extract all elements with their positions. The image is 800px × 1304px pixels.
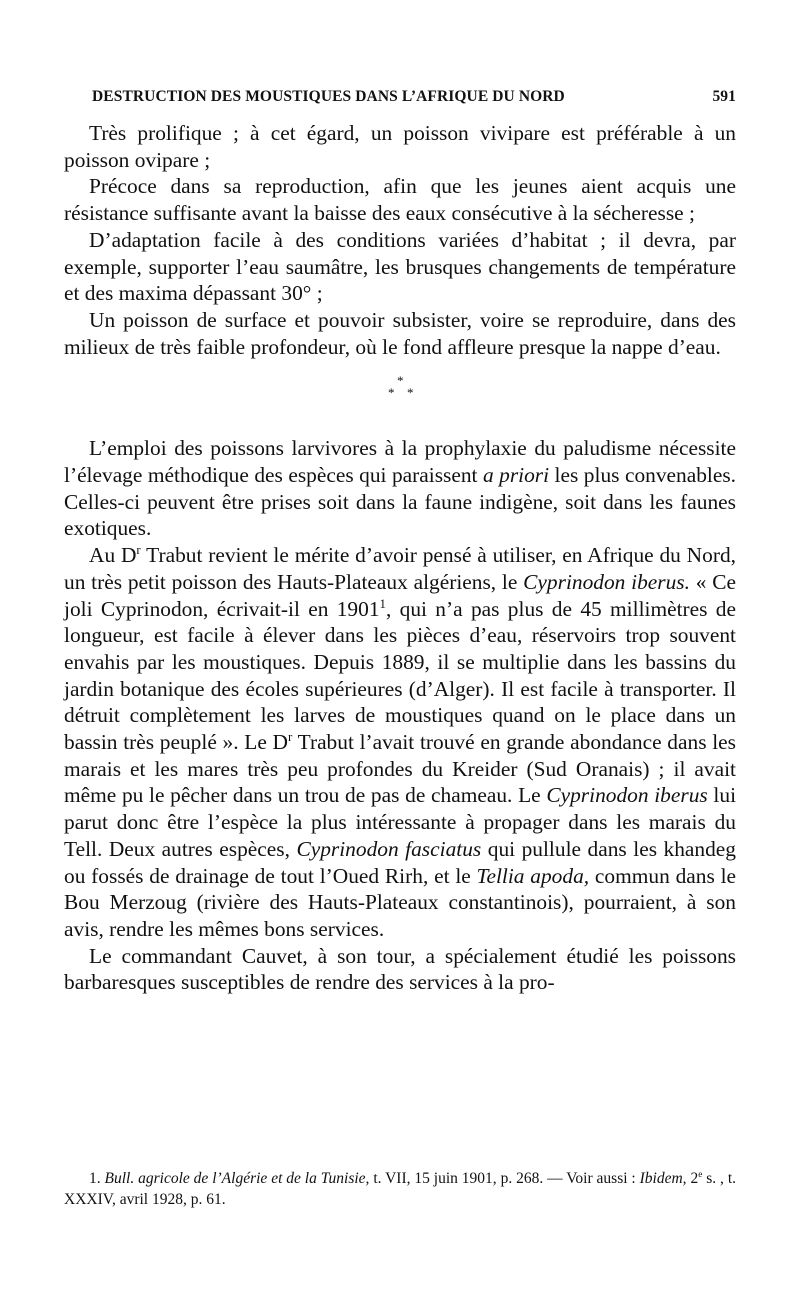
asterism-separator xyxy=(64,370,736,425)
italic-run: Tellia apoda, xyxy=(476,863,590,888)
italic-run: a priori xyxy=(482,463,550,488)
superscript: e xyxy=(698,1169,703,1180)
criterion-paragraph: Un poisson de surface et pouvoir subsister, voire se reproduire, dans des milieux de très faible profondeur, où le fond affleure presque la nappe d’eau. xyxy=(64,307,736,359)
italic-run: Cyprinodon fasciatus xyxy=(296,836,482,861)
paragraph-trabut xyxy=(64,542,736,943)
running-head-title: DESTRUCTION DES MOUSTIQUES DANS L’AFRIQUE DU NORD xyxy=(92,88,565,105)
italic-run: Cyprinodon iberus xyxy=(546,783,708,808)
footnote-1 xyxy=(64,1168,736,1210)
superscript: r xyxy=(136,543,141,558)
text-run: s. , t. XXXIV, avril 1928, p. 61. xyxy=(64,1170,737,1208)
text-run: commun dans le Bou Merzoug (rivière des Hauts-Plateaux constantinois), pourraient, à son avis, rendre les mêmes bons services. xyxy=(64,863,737,941)
criterion-paragraph: Précoce dans sa reproduction, afin que les jeunes aient acquis une résistance suffisante avant la baisse des eaux consécutive à la sécheresse ; xyxy=(64,174,736,226)
text-run: lui parut donc être l’espèce la plus intéressante à propager dans les marais du Tell. Deux autres espèces, xyxy=(64,783,737,861)
italic-run: Ibidem, xyxy=(639,1170,687,1187)
italic-run: Cyprinodon iberus. xyxy=(523,569,690,594)
page-number: 591 xyxy=(712,88,736,105)
text-run: Trabut revient le mérite d’avoir pensé à utiliser, en Afrique du Nord, un très petit poisson des Hauts-Plateaux algériens, le xyxy=(64,543,736,594)
asterisk-right: * xyxy=(407,385,414,401)
criterion-paragraph: Très prolifique ; à cet égard, un poisson vivipare est préférable à un poisson ovipare ; xyxy=(64,121,736,172)
text-run: Trabut l’avait trouvé en grande abondance dans les marais et les mares très peu profondes du Kreider (Sud Oranais) ; il avait même pu le pêcher dans un trou de pas de chameau. Le xyxy=(64,730,736,808)
text-run: L’emploi des poissons larvivores à la prophylaxie du paludisme nécessite l’élevage méthodique des espèces qui paraissent xyxy=(64,436,736,488)
footnote-reference: 1 xyxy=(379,596,386,611)
criterion-paragraph: D’adaptation facile à des conditions variées d’habitat ; il devra, par exemple, supporter l’eau saumâtre, les brusques changements de température et des maxima dépassant 30° ; xyxy=(64,227,736,306)
superscript: r xyxy=(288,729,293,744)
footnotes xyxy=(64,1168,736,1210)
text-run: qui pullule dans les khandeg ou fossés de drainage de tout l’Oued Rirh, et le xyxy=(64,836,736,888)
page xyxy=(64,88,736,996)
text-run: les plus convenables. Celles-ci peuvent être prises soit dans la faune indigène, soit dans les faunes exotiques. xyxy=(64,463,737,541)
paragraph-cauvet: Le commandant Cauvet, à son tour, a spécialement étudié les poissons barbaresques susceptibles de rendre des services à la pro- xyxy=(64,943,736,995)
footnote-number: 1. xyxy=(89,1170,101,1187)
text-run: t. VII, 15 juin 1901, p. 268. — Voir aussi : xyxy=(369,1170,640,1187)
text-run: , qui n’a pas plus de 45 millimètres de longueur, est facile à élever dans les pièces d’eau, réservoirs trop souvent envahis par les moustiques. Depuis 1889, il se multiplie dans les bassins du jardin botanique des écoles supérieures (d’Alger). Il est facile à transporter. Il détruit complètement les larves de moustiques quand on le place dans un bassin très peuplé ». Le D xyxy=(64,596,736,755)
asterisk-left: * xyxy=(388,385,395,401)
body-text xyxy=(64,120,736,996)
text-run: Au D xyxy=(89,543,137,568)
asterisk-top: * xyxy=(397,373,404,389)
text-run: « Ce joli Cyprinodon, écrivait-il en 1901 xyxy=(64,569,736,621)
text-run: 2 xyxy=(686,1170,699,1187)
running-head xyxy=(92,88,736,106)
italic-run: Bull. agricole de l’Algérie et de la Tunisie, xyxy=(104,1170,370,1187)
paragraph-larvivorous-fish xyxy=(64,435,736,542)
